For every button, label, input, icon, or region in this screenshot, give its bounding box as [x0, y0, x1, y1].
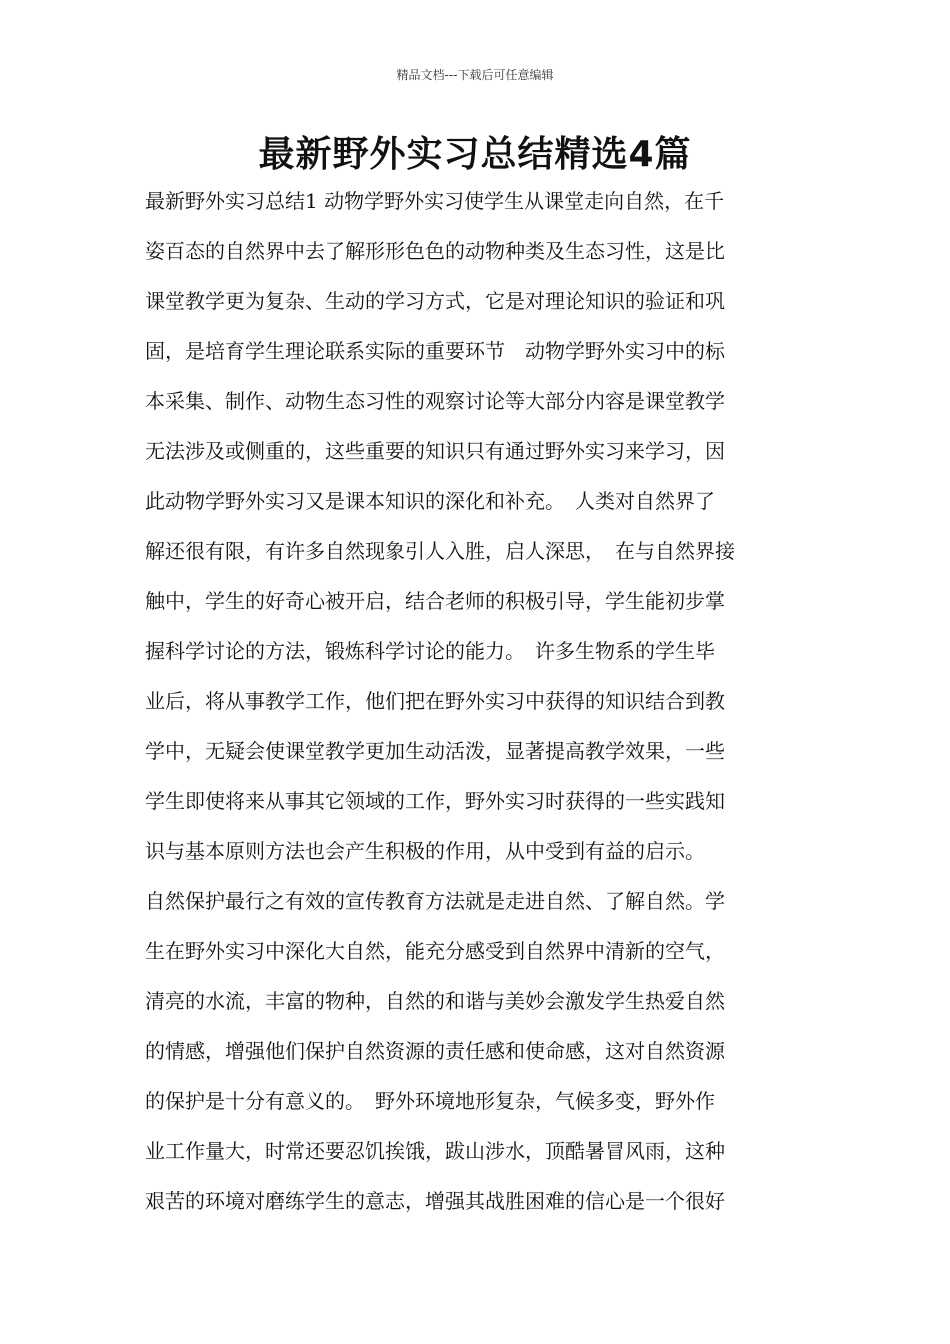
body-text [145, 180, 815, 1230]
body-line: 解还很有限，有许多自然现象引人入胜，启人深思， 在与自然界接 [145, 539, 735, 563]
body-line: 握科学讨论的方法，锻炼科学讨论的能力。 许多生物系的学生毕 [145, 639, 715, 663]
body-line: 触中，学生的好奇心被开启，结合老师的积极引导，学生能初步掌 [145, 589, 725, 613]
body-line: 最新野外实习总结1 动物学野外实习使学生从课堂走向自然，在千 [145, 189, 725, 213]
body-line: 艰苦的环境对磨练学生的意志，增强其战胜困难的信心是一个很好 [145, 1189, 725, 1213]
body-line: 学中，无疑会使课堂教学更加生动活泼，显著提高教学效果，一些 [145, 739, 725, 763]
body-line: 课堂教学更为复杂、生动的学习方式，它是对理论知识的验证和巩 [145, 289, 725, 313]
body-line: 学生即使将来从事其它领域的工作，野外实习时获得的一些实践知 [145, 789, 725, 813]
body-line: 姿百态的自然界中去了解形形色色的动物种类及生态习性，这是比 [145, 239, 725, 263]
header-note: 精品文档---下载后可任意编辑 [396, 68, 554, 82]
body-line: 识与基本原则方法也会产生积极的作用，从中受到有益的启示。 [145, 839, 705, 863]
body-line: 的保护是十分有意义的。 野外环境地形复杂，气候多变，野外作 [145, 1089, 715, 1113]
body-line: 无法涉及或侧重的，这些重要的知识只有通过野外实习来学习，因 [145, 439, 725, 463]
body-line: 此动物学野外实习又是课本知识的深化和补充。 人类对自然界了 [145, 489, 715, 513]
body-line: 生在野外实习中深化大自然，能充分感受到自然界中清新的空气， [145, 939, 725, 963]
page-title: 最新野外实习总结精选4篇 [258, 134, 692, 175]
body-line: 业后，将从事教学工作，他们把在野外实习中获得的知识结合到教 [145, 689, 725, 713]
body-line: 本采集、制作、动物生态习性的观察讨论等大部分内容是课堂教学 [145, 389, 725, 413]
body-line: 的情感，增强他们保护自然资源的责任感和使命感，这对自然资源 [145, 1039, 725, 1063]
body-line: 固，是培育学生理论联系实际的重要环节 动物学野外实习中的标 [145, 339, 725, 363]
body-line: 自然保护最行之有效的宣传教育方法就是走进自然、了解自然。学 [145, 889, 725, 913]
body-line: 清亮的水流，丰富的物种，自然的和谐与美妙会激发学生热爱自然 [145, 989, 725, 1013]
body-line: 业工作量大，时常还要忍饥挨饿，跋山涉水，顶酷暑冒风雨，这种 [145, 1139, 725, 1163]
